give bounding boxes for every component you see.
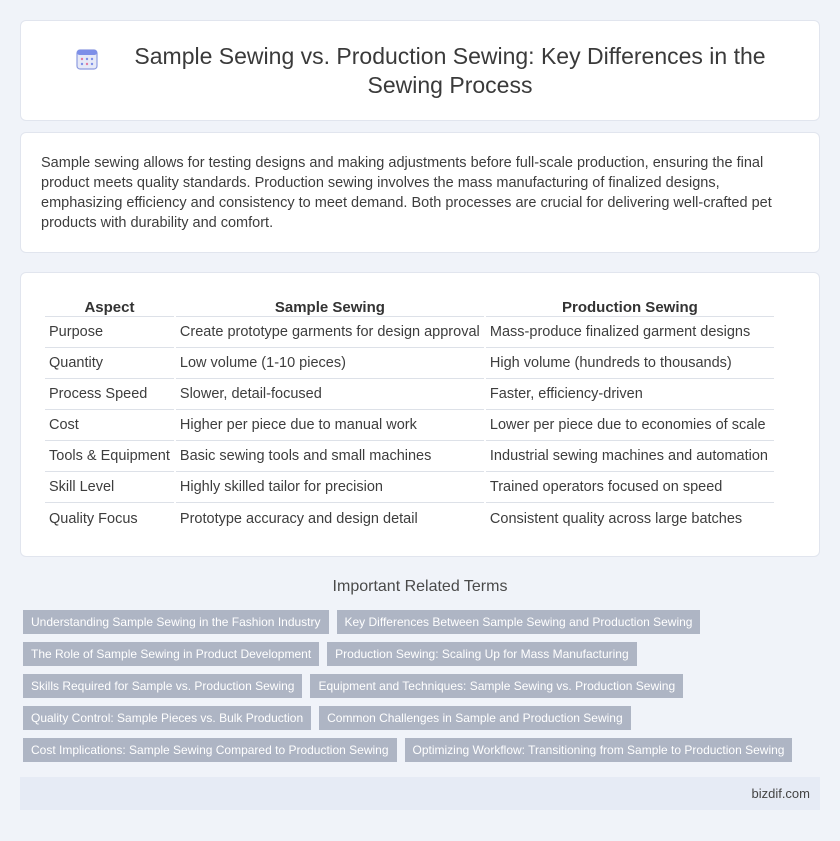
table-cell: Quality Focus [49, 510, 138, 527]
table-cell: Low volume (1-10 pieces) [176, 348, 484, 379]
table-cell: Cost [45, 410, 174, 441]
table-row [45, 348, 774, 379]
footer-site-name[interactable]: bizdif.com [751, 786, 810, 801]
table-cell: Create prototype garments for design approval [176, 317, 484, 348]
table-cell: Faster, efficiency-driven [486, 379, 774, 410]
table-cell: Lower per piece due to economies of scale [486, 410, 774, 441]
comparison-table [43, 295, 776, 534]
table-cell: Mass-produce finalized garment designs [486, 317, 774, 348]
table-cell: Higher per piece due to manual work [176, 410, 484, 441]
table-cell: Skill Level [45, 472, 174, 503]
intro-card [20, 132, 820, 253]
intro-paragraph: Sample sewing allows for testing designs and making adjustments before full-scale production, ensuring the final product meets quality standards. Production sewing involves the mass manufacturing of finalized designs, emphasizing efficiency and consistency to meet demand. Both processes are crucial for delivering well-crafted pet products with durability and comfort. [41, 155, 772, 231]
table-row [45, 472, 774, 503]
table-cell: Consistent quality across large batches [489, 510, 743, 527]
table-row [45, 410, 774, 441]
related-term-tag[interactable]: Common Challenges in Sample and Production Sewing [319, 706, 631, 730]
table-cell: High volume (hundreds to thousands) [486, 348, 774, 379]
related-term-tag[interactable]: Key Differences Between Sample Sewing and Production Sewing [337, 610, 701, 634]
column-header-aspect: Aspect [45, 295, 174, 317]
column-header-sample: Sample Sewing [176, 295, 484, 317]
table-cell: Prototype accuracy and design detail [179, 510, 418, 527]
comparison-card [20, 272, 820, 557]
table-cell: Industrial sewing machines and automation [486, 441, 774, 472]
table-row [45, 441, 774, 472]
table-cell: Process Speed [45, 379, 174, 410]
related-terms-list [23, 610, 823, 762]
related-term-tag[interactable]: Optimizing Workflow: Transitioning from Sample to Production Sewing [405, 738, 793, 762]
table-cell: Purpose [45, 317, 174, 348]
table-row [45, 317, 774, 348]
table-cell: Basic sewing tools and small machines [176, 441, 484, 472]
table-cell: Tools & Equipment [45, 441, 174, 472]
table-cell: Slower, detail-focused [176, 379, 484, 410]
table-cell: Trained operators focused on speed [486, 472, 774, 503]
related-term-tag[interactable]: Understanding Sample Sewing in the Fashion Industry [23, 610, 329, 634]
related-term-tag[interactable]: Quality Control: Sample Pieces vs. Bulk Production [23, 706, 311, 730]
related-term-tag[interactable]: Cost Implications: Sample Sewing Compared to Production Sewing [23, 738, 397, 762]
page-title: Sample Sewing vs. Production Sewing: Key Differences in the Sewing Process [134, 42, 766, 98]
related-term-tag[interactable]: Skills Required for Sample vs. Production Sewing [23, 674, 302, 698]
related-terms-title: Important Related Terms [332, 578, 508, 595]
table-cell: Quantity [45, 348, 174, 379]
related-term-tag[interactable]: Production Sewing: Scaling Up for Mass Manufacturing [327, 642, 636, 666]
table-row [45, 503, 774, 534]
table-cell: Highly skilled tailor for precision [176, 472, 484, 503]
footer [20, 777, 820, 810]
table-row [45, 379, 774, 410]
header-card [20, 20, 820, 121]
related-term-tag[interactable]: Equipment and Techniques: Sample Sewing vs. Production Sewing [310, 674, 683, 698]
related-term-tag[interactable]: The Role of Sample Sewing in Product Development [23, 642, 319, 666]
table-header-row [45, 295, 774, 317]
column-header-production: Production Sewing [486, 295, 774, 317]
